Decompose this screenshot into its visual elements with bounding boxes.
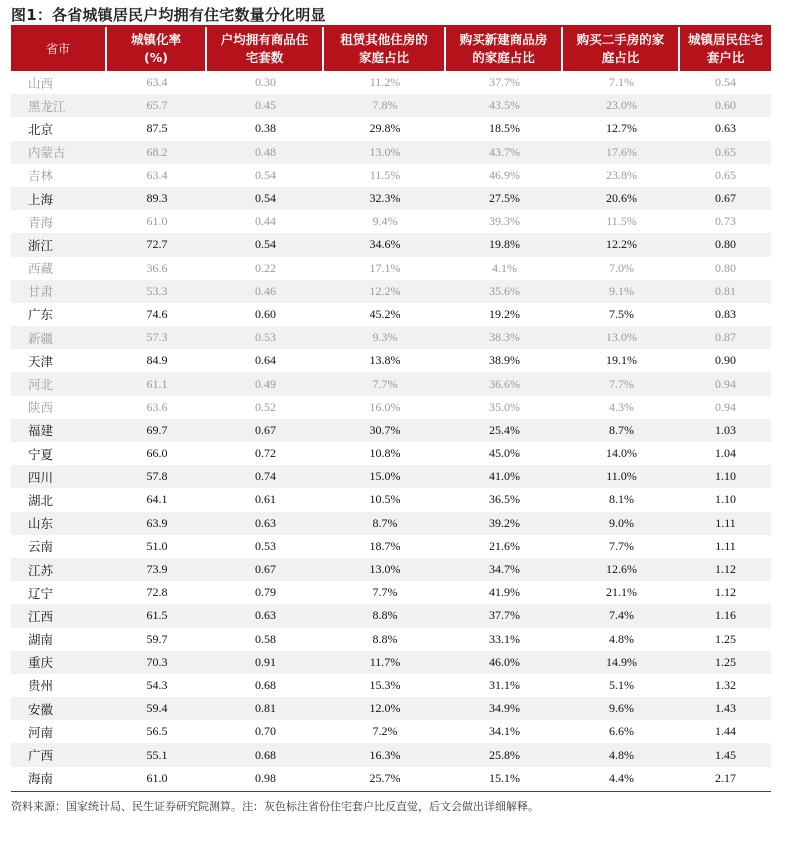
table-row <box>11 512 771 535</box>
avg-units-cell: 0.52 <box>255 399 276 414</box>
rent-share-cell: 13.0% <box>324 141 446 164</box>
ratio-cell: 0.87 <box>680 326 771 349</box>
avg-units-cell: 0.81 <box>207 697 324 720</box>
urbanization-cell: 61.0 <box>146 214 168 229</box>
table-row <box>11 419 771 442</box>
urbanization-cell: 57.3 <box>107 326 207 349</box>
second-hand-share-cell: 19.1% <box>606 353 637 368</box>
avg-units-cell: 0.68 <box>207 743 324 766</box>
new-home-share-cell: 15.1% <box>489 770 520 785</box>
urbanization-cell: 59.7 <box>146 631 168 646</box>
table-row <box>11 743 771 766</box>
second-hand-share-cell: 7.7% <box>609 538 634 553</box>
ratio-cell: 1.32 <box>715 677 736 692</box>
avg-units-cell: 0.54 <box>207 187 324 210</box>
new-home-share-cell: 39.2% <box>446 512 563 535</box>
urbanization-cell: 68.2 <box>107 141 207 164</box>
table-row <box>11 303 771 326</box>
header-avg-units: 户均拥有商品住 宅套数 <box>207 27 324 71</box>
new-home-share-cell: 18.5% <box>489 121 520 136</box>
province-cell: 安徽 <box>11 697 107 720</box>
ratio-cell: 1.25 <box>680 651 771 674</box>
second-hand-share-cell: 14.0% <box>606 446 637 461</box>
rent-share-cell: 12.0% <box>324 697 446 720</box>
rent-share-cell: 15.3% <box>369 677 401 692</box>
table-row <box>11 720 771 743</box>
rent-share-cell: 7.7% <box>372 585 398 600</box>
table-row <box>11 280 771 303</box>
avg-units-cell: 0.91 <box>207 651 324 674</box>
rent-share-cell: 11.2% <box>369 75 401 90</box>
rent-share-cell: 8.8% <box>324 604 446 627</box>
table-row <box>11 210 771 233</box>
table-row <box>11 117 771 140</box>
ratio-cell: 1.10 <box>715 492 736 507</box>
province-cell: 广西 <box>11 743 107 766</box>
second-hand-share-cell: 8.7% <box>563 419 680 442</box>
second-hand-share-cell: 7.4% <box>563 604 680 627</box>
urbanization-cell: 87.5 <box>146 121 168 136</box>
second-hand-share-cell: 5.1% <box>609 677 634 692</box>
new-home-share-cell: 35.6% <box>446 280 563 303</box>
header-row <box>11 27 771 71</box>
province-cell: 河北 <box>11 372 107 395</box>
ratio-cell: 0.73 <box>715 214 736 229</box>
avg-units-cell: 0.79 <box>255 585 276 600</box>
header-new-home-share: 购买新建商品房 的家庭占比 <box>446 27 563 71</box>
new-home-share-cell: 33.1% <box>489 631 520 646</box>
ratio-cell: 0.63 <box>715 121 736 136</box>
ratio-cell: 0.80 <box>715 260 736 275</box>
new-home-share-cell: 37.7% <box>446 604 563 627</box>
second-hand-share-cell: 23.8% <box>606 167 637 182</box>
second-hand-share-cell: 4.4% <box>609 770 634 785</box>
urbanization-cell: 69.7 <box>107 419 207 442</box>
province-cell: 天津 <box>28 353 54 369</box>
new-home-share-cell: 39.3% <box>489 214 520 229</box>
second-hand-share-cell: 4.3% <box>609 399 634 414</box>
ratio-cell: 1.12 <box>715 585 736 600</box>
urbanization-cell: 74.6 <box>146 306 168 321</box>
urbanization-cell: 53.3 <box>107 280 207 303</box>
second-hand-share-cell: 9.0% <box>563 512 680 535</box>
avg-units-cell: 0.53 <box>207 326 324 349</box>
ratio-cell: 2.17 <box>715 770 736 785</box>
new-home-share-cell: 36.6% <box>446 372 563 395</box>
province-cell: 江西 <box>11 604 107 627</box>
table-header <box>11 27 771 71</box>
rent-share-cell: 11.5% <box>369 167 401 182</box>
new-home-share-cell: 4.1% <box>492 260 517 275</box>
second-hand-share-cell: 8.1% <box>609 492 634 507</box>
avg-units-cell: 0.54 <box>207 233 324 256</box>
urbanization-cell: 66.0 <box>146 446 168 461</box>
new-home-share-cell: 34.1% <box>489 724 520 739</box>
avg-units-cell: 0.98 <box>255 770 276 785</box>
second-hand-share-cell: 4.8% <box>563 743 680 766</box>
table-row <box>11 326 771 349</box>
second-hand-share-cell: 12.6% <box>563 558 680 581</box>
urbanization-cell: 72.8 <box>146 585 168 600</box>
table-row <box>11 141 771 164</box>
avg-units-cell: 0.60 <box>255 306 276 321</box>
avg-units-cell: 0.22 <box>255 260 276 275</box>
rent-share-cell: 29.8% <box>369 121 401 136</box>
province-cell: 浙江 <box>11 233 107 256</box>
avg-units-cell: 0.64 <box>255 353 276 368</box>
urbanization-cell: 63.4 <box>146 75 168 90</box>
header-second-hand-share: 购买二手房的家 庭占比 <box>563 27 680 71</box>
urbanization-cell: 64.1 <box>146 492 168 507</box>
rent-share-cell: 7.7% <box>324 372 446 395</box>
new-home-share-cell: 45.0% <box>489 446 520 461</box>
urbanization-cell: 61.0 <box>146 770 168 785</box>
avg-units-cell: 0.46 <box>207 280 324 303</box>
figure-title: 图1：各省城镇居民户均拥有住宅数量分化明显 <box>11 6 326 24</box>
new-home-share-cell: 43.5% <box>446 94 563 117</box>
second-hand-share-cell: 17.6% <box>563 141 680 164</box>
rent-share-cell: 9.4% <box>372 214 398 229</box>
new-home-share-cell: 41.9% <box>489 585 520 600</box>
rent-share-cell: 10.8% <box>369 446 401 461</box>
province-cell: 湖北 <box>28 492 54 508</box>
province-cell: 辽宁 <box>28 585 54 601</box>
avg-units-cell: 0.44 <box>255 214 276 229</box>
province-cell: 山西 <box>28 75 54 91</box>
new-home-share-cell: 43.7% <box>446 141 563 164</box>
table-row <box>11 767 771 790</box>
province-cell: 内蒙古 <box>11 141 107 164</box>
province-cell: 重庆 <box>11 651 107 674</box>
table-row <box>11 349 771 372</box>
second-hand-share-cell: 9.6% <box>563 697 680 720</box>
urbanization-cell: 36.6 <box>146 260 168 275</box>
second-hand-share-cell: 7.0% <box>609 260 634 275</box>
province-cell: 新疆 <box>11 326 107 349</box>
header-province: 省市 <box>11 27 107 71</box>
ratio-cell: 1.45 <box>680 743 771 766</box>
table-row <box>11 94 771 117</box>
avg-units-cell: 0.67 <box>207 558 324 581</box>
table-row <box>11 535 771 558</box>
bottom-rule <box>11 791 771 792</box>
ratio-cell: 1.44 <box>715 724 736 739</box>
ratio-cell: 1.12 <box>680 558 771 581</box>
second-hand-share-cell: 23.0% <box>563 94 680 117</box>
ratio-cell: 1.16 <box>680 604 771 627</box>
ratio-cell: 0.83 <box>715 306 736 321</box>
table-row <box>11 604 771 627</box>
ratio-cell: 0.94 <box>715 399 736 414</box>
province-cell: 云南 <box>28 539 54 555</box>
rent-share-cell: 30.7% <box>324 419 446 442</box>
table-row <box>11 442 771 465</box>
rent-share-cell: 10.5% <box>369 492 401 507</box>
second-hand-share-cell: 13.0% <box>563 326 680 349</box>
avg-units-cell: 0.49 <box>207 372 324 395</box>
second-hand-share-cell: 6.6% <box>609 724 634 739</box>
table-row <box>11 697 771 720</box>
header-urbanization: 城镇化率 (%) <box>107 27 207 71</box>
rent-share-cell: 32.3% <box>324 187 446 210</box>
new-home-share-cell: 34.9% <box>446 697 563 720</box>
province-cell: 河南 <box>28 724 54 740</box>
rent-share-cell: 7.8% <box>324 94 446 117</box>
province-cell: 吉林 <box>28 168 54 184</box>
avg-units-cell: 0.30 <box>255 75 276 90</box>
second-hand-share-cell: 12.7% <box>606 121 637 136</box>
avg-units-cell: 0.68 <box>255 677 276 692</box>
rent-share-cell: 15.0% <box>324 465 446 488</box>
rent-share-cell: 11.7% <box>324 651 446 674</box>
urbanization-cell: 70.3 <box>107 651 207 674</box>
new-home-share-cell: 46.9% <box>489 167 520 182</box>
avg-units-cell: 0.67 <box>207 419 324 442</box>
urbanization-cell: 61.1 <box>107 372 207 395</box>
urbanization-cell: 51.0 <box>146 538 168 553</box>
table-row <box>11 488 771 511</box>
rent-share-cell: 13.8% <box>369 353 401 368</box>
avg-units-cell: 0.61 <box>255 492 276 507</box>
new-home-share-cell: 19.2% <box>489 306 520 321</box>
table-row <box>11 187 771 210</box>
ratio-cell: 0.90 <box>715 353 736 368</box>
table-row <box>11 257 771 280</box>
province-cell: 西藏 <box>28 261 54 277</box>
table-row <box>11 396 771 419</box>
province-cell: 甘肃 <box>11 280 107 303</box>
ratio-cell: 1.04 <box>715 446 736 461</box>
rent-share-cell: 9.3% <box>324 326 446 349</box>
table-row <box>11 651 771 674</box>
new-home-share-cell: 46.0% <box>446 651 563 674</box>
table-row <box>11 465 771 488</box>
rent-share-cell: 8.7% <box>324 512 446 535</box>
avg-units-cell: 0.63 <box>207 604 324 627</box>
province-cell: 福建 <box>11 419 107 442</box>
avg-units-cell: 0.45 <box>207 94 324 117</box>
province-cell: 黑龙江 <box>11 94 107 117</box>
ratio-cell: 0.81 <box>680 280 771 303</box>
ratio-cell: 0.65 <box>715 167 736 182</box>
avg-units-cell: 0.74 <box>207 465 324 488</box>
ratio-cell: 1.11 <box>680 512 771 535</box>
avg-units-cell: 0.72 <box>255 446 276 461</box>
new-home-share-cell: 21.6% <box>489 538 520 553</box>
new-home-share-cell: 25.4% <box>446 419 563 442</box>
second-hand-share-cell: 7.5% <box>609 306 634 321</box>
second-hand-share-cell: 12.2% <box>563 233 680 256</box>
urbanization-cell: 73.9 <box>107 558 207 581</box>
ratio-cell: 1.25 <box>715 631 736 646</box>
second-hand-share-cell: 11.5% <box>606 214 637 229</box>
avg-units-cell: 0.63 <box>207 512 324 535</box>
rent-share-cell: 12.2% <box>324 280 446 303</box>
source-note: 资料来源：国家统计局、民生证券研究院测算。注：灰色标注省份住宅套户比反直觉，后文会做出详细解释。 <box>11 800 539 813</box>
table-row <box>11 581 771 604</box>
avg-units-cell: 0.53 <box>255 538 276 553</box>
rent-share-cell: 16.0% <box>369 399 401 414</box>
new-home-share-cell: 31.1% <box>489 677 520 692</box>
second-hand-share-cell: 7.1% <box>609 75 634 90</box>
rent-share-cell: 8.8% <box>372 631 398 646</box>
province-cell: 江苏 <box>11 558 107 581</box>
rent-share-cell: 13.0% <box>324 558 446 581</box>
province-cell: 青海 <box>28 214 54 230</box>
urbanization-cell: 65.7 <box>107 94 207 117</box>
province-cell: 贵州 <box>28 678 54 694</box>
table-row <box>11 558 771 581</box>
ratio-cell: 1.03 <box>680 419 771 442</box>
second-hand-share-cell: 21.1% <box>606 585 637 600</box>
new-home-share-cell: 36.5% <box>489 492 520 507</box>
new-home-share-cell: 25.8% <box>446 743 563 766</box>
ratio-cell: 0.54 <box>715 75 736 90</box>
new-home-share-cell: 19.8% <box>446 233 563 256</box>
avg-units-cell: 0.70 <box>255 724 276 739</box>
table-row <box>11 628 771 651</box>
rent-share-cell: 7.2% <box>372 724 398 739</box>
second-hand-share-cell: 7.7% <box>563 372 680 395</box>
avg-units-cell: 0.54 <box>255 167 276 182</box>
ratio-cell: 0.80 <box>680 233 771 256</box>
new-home-share-cell: 34.7% <box>446 558 563 581</box>
avg-units-cell: 0.58 <box>255 631 276 646</box>
urbanization-cell: 54.3 <box>146 677 168 692</box>
table-row <box>11 164 771 187</box>
new-home-share-cell: 27.5% <box>446 187 563 210</box>
urbanization-cell: 55.1 <box>107 743 207 766</box>
urbanization-cell: 56.5 <box>146 724 168 739</box>
ratio-cell: 0.65 <box>680 141 771 164</box>
ratio-cell: 1.11 <box>715 538 736 553</box>
housing-table <box>11 27 771 790</box>
urbanization-cell: 72.7 <box>107 233 207 256</box>
new-home-share-cell: 37.7% <box>489 75 520 90</box>
urbanization-cell: 57.8 <box>107 465 207 488</box>
rent-share-cell: 34.6% <box>324 233 446 256</box>
urbanization-cell: 63.9 <box>107 512 207 535</box>
rent-share-cell: 18.7% <box>369 538 401 553</box>
rent-share-cell: 45.2% <box>369 306 401 321</box>
table-row <box>11 372 771 395</box>
urbanization-cell: 89.3 <box>107 187 207 210</box>
province-cell: 广东 <box>28 307 54 323</box>
rent-share-cell: 25.7% <box>369 770 401 785</box>
avg-units-cell: 0.48 <box>207 141 324 164</box>
avg-units-cell: 0.38 <box>255 121 276 136</box>
second-hand-share-cell: 4.8% <box>609 631 634 646</box>
province-cell: 湖南 <box>28 632 54 648</box>
second-hand-share-cell: 14.9% <box>563 651 680 674</box>
urbanization-cell: 84.9 <box>146 353 168 368</box>
province-cell: 宁夏 <box>28 446 54 462</box>
urbanization-cell: 63.4 <box>146 167 168 182</box>
urbanization-cell: 61.5 <box>107 604 207 627</box>
ratio-cell: 0.60 <box>680 94 771 117</box>
province-cell: 山东 <box>11 512 107 535</box>
table-row <box>11 71 771 94</box>
rent-share-cell: 16.3% <box>324 743 446 766</box>
province-cell: 海南 <box>28 771 54 787</box>
ratio-cell: 1.10 <box>680 465 771 488</box>
table-row <box>11 674 771 697</box>
province-cell: 北京 <box>28 121 54 137</box>
ratio-cell: 1.43 <box>680 697 771 720</box>
new-home-share-cell: 38.9% <box>489 353 520 368</box>
province-cell: 上海 <box>11 187 107 210</box>
table-row <box>11 233 771 256</box>
header-rent-share: 租赁其他住房的 家庭占比 <box>324 27 446 71</box>
new-home-share-cell: 41.0% <box>446 465 563 488</box>
second-hand-share-cell: 11.0% <box>563 465 680 488</box>
new-home-share-cell: 35.0% <box>489 399 520 414</box>
province-cell: 陕西 <box>28 400 54 416</box>
new-home-share-cell: 38.3% <box>446 326 563 349</box>
header-ratio: 城镇居民住宅 套户比 <box>680 27 771 71</box>
second-hand-share-cell: 9.1% <box>563 280 680 303</box>
province-cell: 四川 <box>11 465 107 488</box>
second-hand-share-cell: 20.6% <box>563 187 680 210</box>
urbanization-cell: 59.4 <box>107 697 207 720</box>
ratio-cell: 0.67 <box>680 187 771 210</box>
ratio-cell: 0.94 <box>680 372 771 395</box>
table-body <box>11 71 771 790</box>
urbanization-cell: 63.6 <box>146 399 168 414</box>
rent-share-cell: 17.1% <box>369 260 401 275</box>
